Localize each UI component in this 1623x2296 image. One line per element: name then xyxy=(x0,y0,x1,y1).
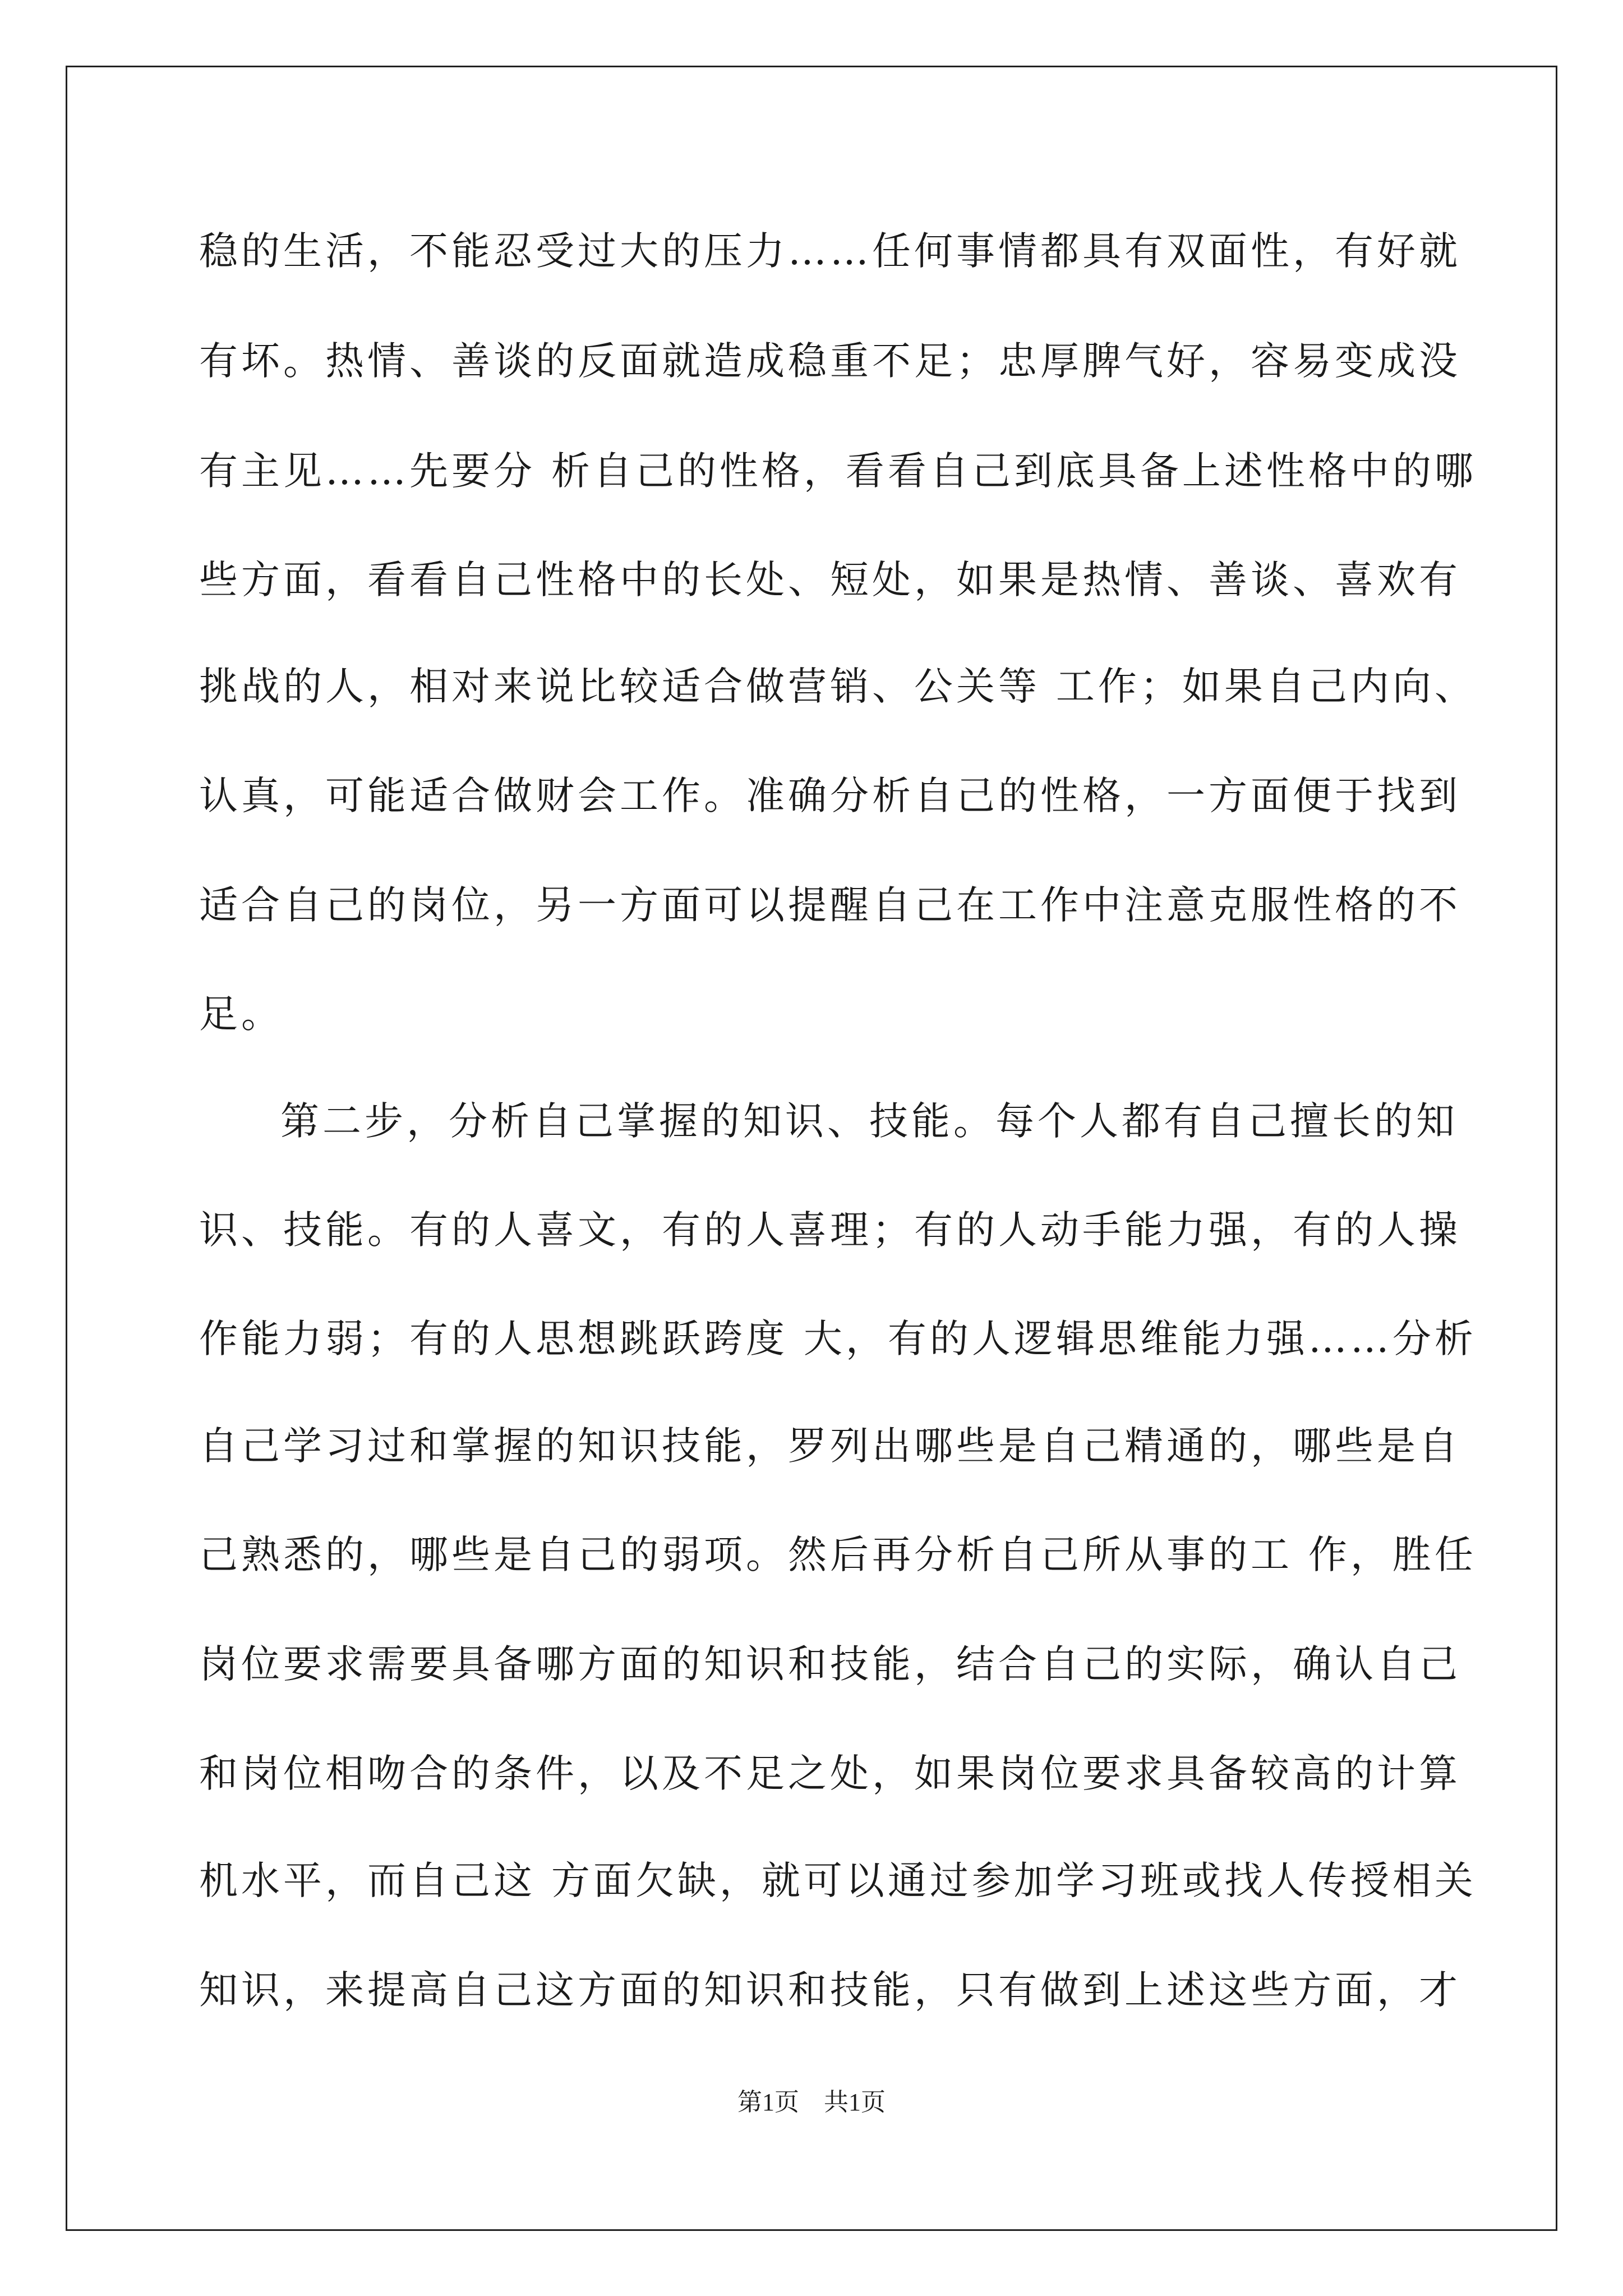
text-line: 自己学习过和掌握的知识技能，罗列出哪些是自己精通的，哪些是自 xyxy=(199,1424,1461,1469)
text-line: 挑战的人，相对来说比较适合做营销、公关等 工作；如果自己内向、 xyxy=(199,664,1477,709)
text-line: 些方面，看看自己性格中的长处、短处，如果是热情、善谈、喜欢有 xyxy=(199,558,1461,602)
page-border xyxy=(66,66,1557,2231)
text-line: 稳的生活，不能忍受过大的压力……任何事情都具有双面性，有好就 xyxy=(199,229,1461,274)
text-line: 有坏。热情、善谈的反面就造成稳重不足；忠厚脾气好，容易变成没 xyxy=(199,339,1461,384)
text-line: 机水平，而自己这 方面欠缺，就可以通过参加学习班或找人传授相关 xyxy=(199,1858,1477,1903)
text-line: 认真，可能适合做财会工作。准确分析自己的性格，一方面便于找到 xyxy=(199,774,1461,818)
text-line: 有主见……先要分 析自己的性格，看看自己到底具备上述性格中的哪 xyxy=(199,449,1477,494)
page-footer: 第1页 共1页 xyxy=(737,2088,886,2116)
text-line: 知识，来提高自己这方面的知识和技能，只有做到上述这些方面，才 xyxy=(199,1968,1461,2013)
text-line: 识、技能。有的人喜文，有的人喜理；有的人动手能力强，有的人操 xyxy=(199,1208,1461,1253)
text-line: 岗位要求需要具备哪方面的知识和技能，结合自己的实际，确认自己 xyxy=(199,1642,1461,1687)
text-line: 适合自己的岗位，另一方面可以提醒自己在工作中注意克服性格的不 xyxy=(199,883,1461,928)
text-line: 己熟悉的，哪些是自己的弱项。然后再分析自己所从事的工 作，胜任 xyxy=(199,1533,1477,1577)
paragraph-start-line: 第二步，分析自己掌握的知识、技能。每个人都有自己擅长的知 xyxy=(280,1099,1458,1144)
text-line: 和岗位相吻合的条件，以及不足之处，如果岗位要求具备较高的计算 xyxy=(199,1751,1461,1796)
text-line: 作能力弱；有的人思想跳跃跨度 大，有的人逻辑思维能力强……分析 xyxy=(199,1317,1477,1361)
text-line: 足。 xyxy=(199,992,283,1037)
